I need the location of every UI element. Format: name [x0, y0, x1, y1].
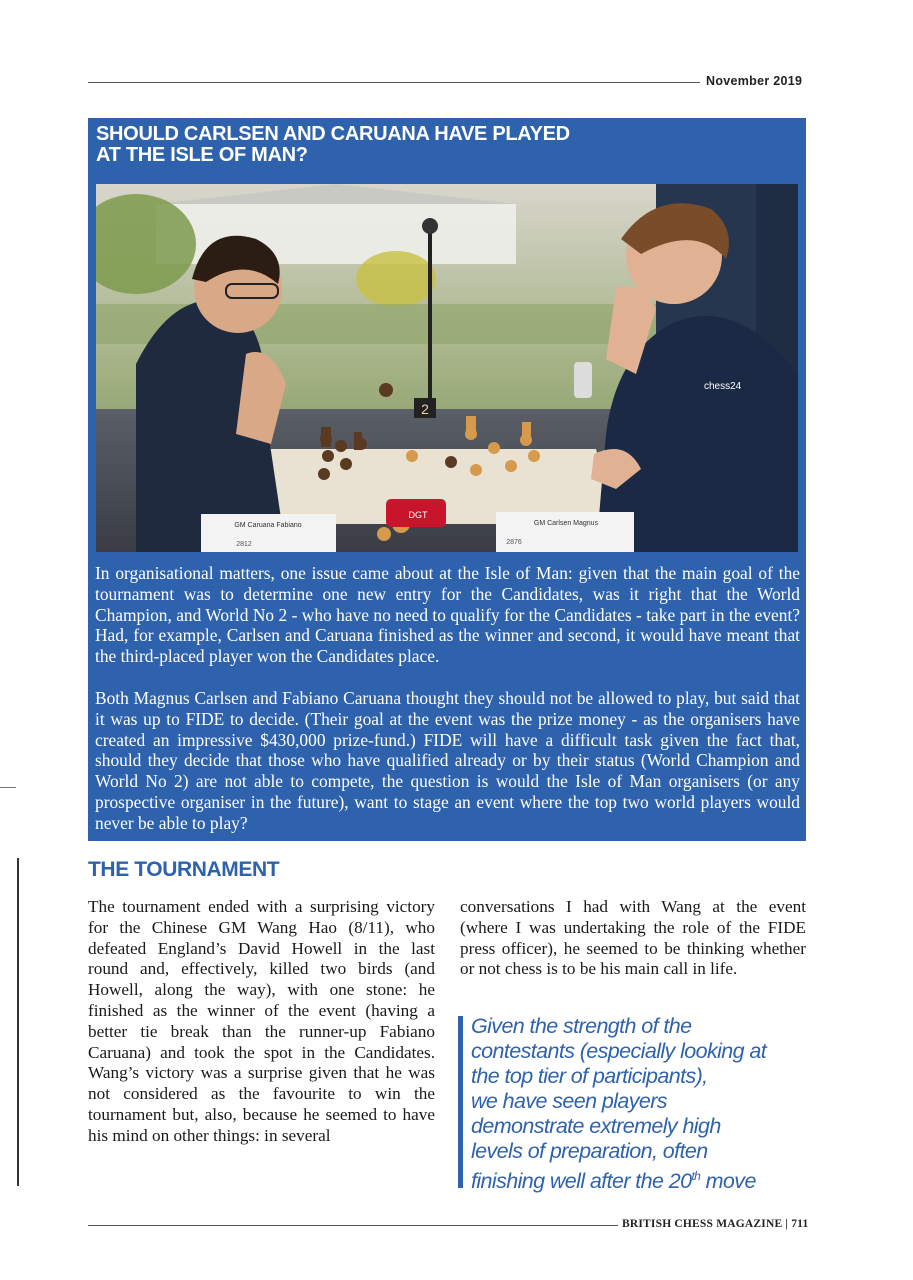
clock-brand: DGT [408, 510, 428, 520]
left-rating: 2812 [236, 541, 252, 548]
photo-illustration [96, 184, 798, 552]
footer-rule [88, 1225, 618, 1226]
body-column-right: conversations I had with Wang at the event (where I was undertaking the role of the FIDE press officer), he seemed to be thinking whether or not chess is to be his main call in life. [460, 897, 806, 979]
pull-quote-line: finishing well after the 20 [471, 1169, 692, 1194]
chess-match-photo [96, 184, 798, 552]
body-column-left: The tournament ended with a surprising victory for the Chinese GM Wang Hao (8/11), who defeated England’s David Howell in the last round and, effectively, killed two birds (and Howell, along the way), with one stone: he finished as the winner of the event (having a better tie break than the runner-up Fabiano Caruana) and took the spot in the Candidates. Wang’s victory was a surprise given that he was not considered as the favourite to win the tournament but, also, because he seemed to have his mind on other things: in several [88, 897, 435, 1145]
sidebar-title-line1: SHOULD CARLSEN AND CARUANA HAVE PLAYED [96, 123, 570, 145]
sidebar-title-line2: AT THE ISLE OF MAN? [96, 144, 308, 166]
section-heading: THE TOURNAMENT [88, 858, 280, 881]
sponsor-logo: chess24 [704, 381, 742, 392]
pull-quote-bar [458, 1016, 463, 1188]
pull-quote-line: contestants (especially looking at [471, 1039, 767, 1063]
board-number: 2 [421, 401, 429, 417]
page-footer [622, 1218, 808, 1230]
footer-separator: | [785, 1218, 789, 1230]
sidebar-paragraph-2: Both Magnus Carlsen and Fabiano Caruana thought they should not be allowed to play, but said that it was up to FIDE to decide. (Their goal at the event was the prize money - as the organisers have created an impressive $430,000 prize-fund.) FIDE will have a difficult task given the fact that, should they decide that those who have qualified already or by their status (World Champion and World No 2) are not able to compete, the question is would the Isle of Man organisers (or any prospective organiser in the future), want to stage an event where the top two world players would never be able to play? [95, 688, 800, 833]
pull-quote-superscript: th [691, 1169, 701, 1183]
sidebar-title [96, 124, 570, 166]
pull-quote [471, 1014, 811, 1194]
sidebar-box [88, 118, 806, 841]
issue-date: November 2019 [706, 74, 803, 88]
left-nameplate: GM Caruana Fabiano [234, 522, 302, 529]
publication-name: BRITISH CHESS MAGAZINE [622, 1218, 783, 1230]
pull-quote-line: the top tier of participants), [471, 1064, 708, 1088]
margin-bar [17, 858, 19, 1186]
margin-tick [0, 787, 16, 788]
pull-quote-line: we have seen players [471, 1089, 667, 1113]
header-rule [88, 82, 700, 83]
sidebar-paragraph-1: In organisational matters, one issue came about at the Isle of Man: given that the main goal of the tournament was to determine one new entry for the Candidates, was it right that the World Champion, and World No 2 - who have no need to qualify for the Candidates - take part in the event? Had, for example, Carlsen and Caruana finished as the winner and second, it would have meant that the third-placed player won the Candidates place. [95, 563, 800, 667]
pull-quote-line-end: move [700, 1169, 756, 1194]
pull-quote-line: levels of preparation, often [471, 1139, 708, 1163]
pull-quote-line: demonstrate extremely high [471, 1114, 721, 1138]
right-nameplate: GM Carlsen Magnus [533, 520, 599, 527]
right-rating: 2876 [506, 539, 522, 546]
pull-quote-line: Given the strength of the [471, 1014, 692, 1038]
page-number: 711 [791, 1218, 809, 1230]
